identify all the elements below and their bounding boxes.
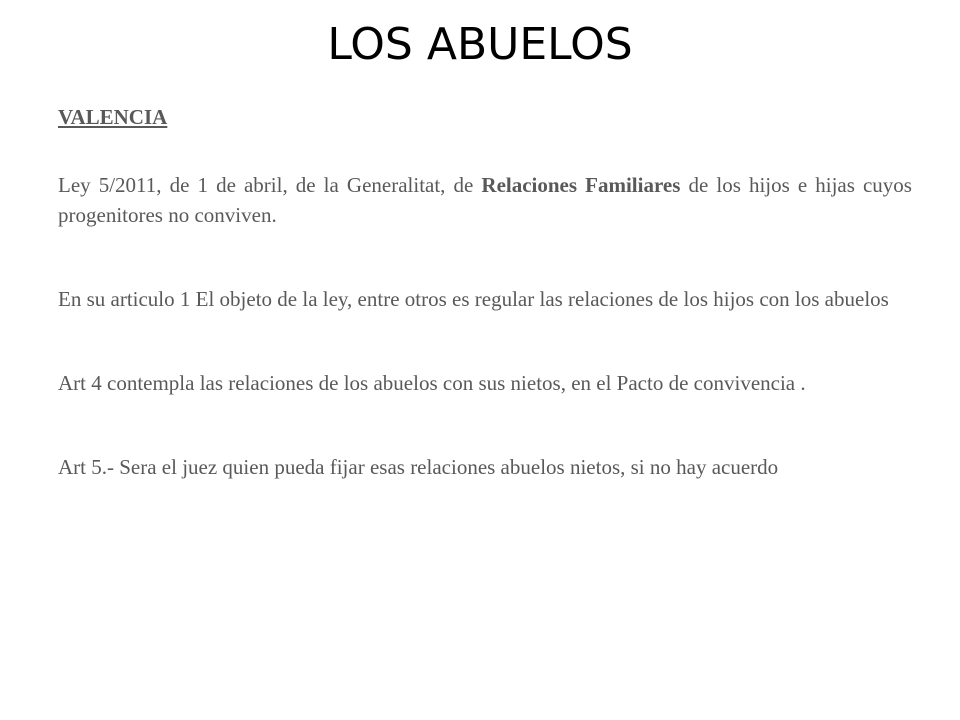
paragraph-ley-text-end: de los hijos e hijas cuyos progenitores no conviven. — [58, 173, 912, 227]
paragraph-articulo-1: En su articulo 1 El objeto de la ley, entre otros es regular las relaciones de los hijos con los abuelos — [58, 287, 889, 311]
paragraph-art-5: Art 5.- Sera el juez quien pueda fijar esas relaciones abuelos nietos, si no hay acuerdo — [58, 455, 779, 479]
paragraph-art-4: Art 4 contempla las relaciones de los abuelos con sus nietos, en el Pacto de convivencia . — [58, 371, 806, 395]
slide-title: LOS ABUELOS — [327, 19, 633, 70]
slide-body — [58, 102, 912, 482]
section-heading: VALENCIA — [58, 105, 168, 129]
paragraph-ley — [58, 170, 912, 230]
paragraph-ley-bold-term: Relaciones Familiares — [481, 173, 681, 197]
paragraph-ley-text-start: Ley 5/2011, de 1 de abril, de la Generalitat, de — [58, 173, 482, 197]
